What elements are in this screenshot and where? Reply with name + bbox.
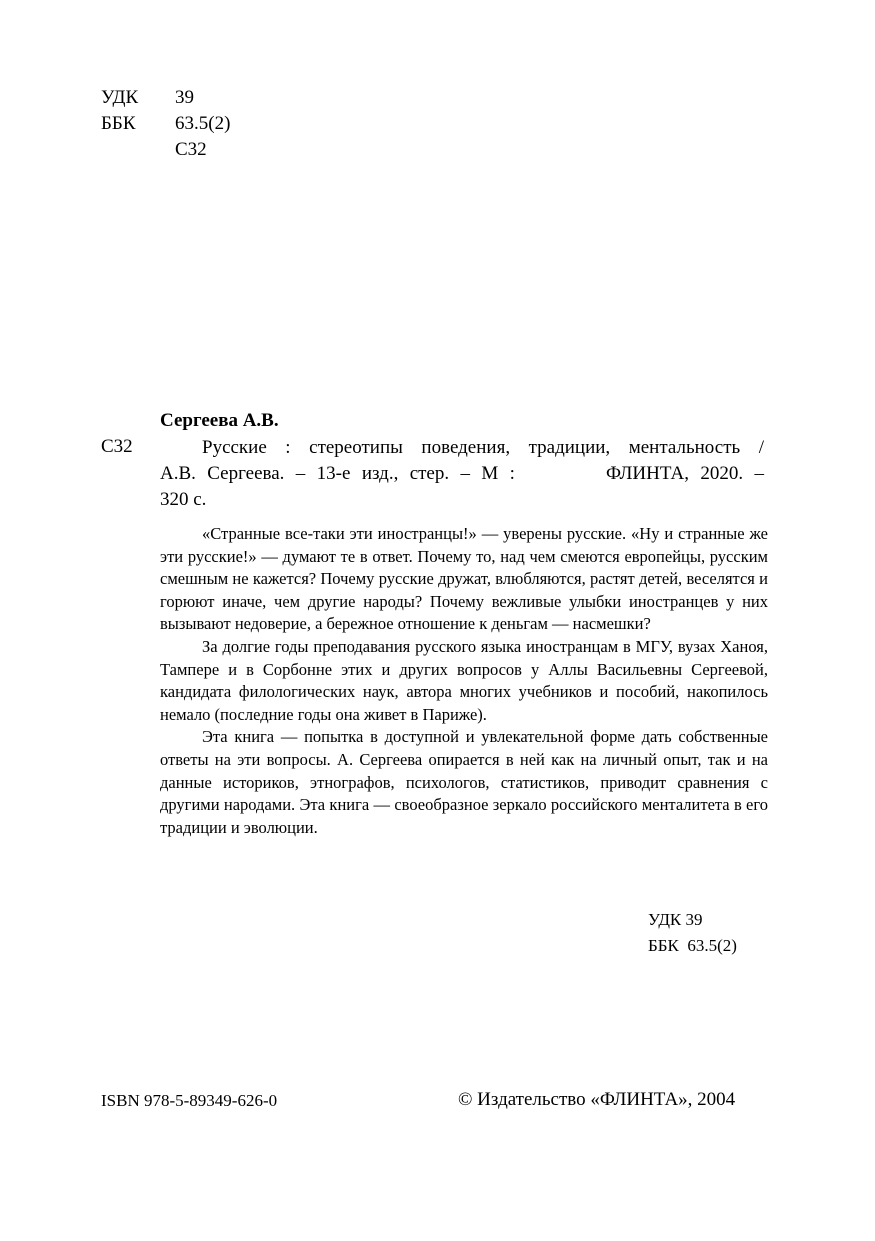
biblio-line: А.В. Сергеева. – 13-е изд., стер. – М : ФЛИНТА, 2020. – — [160, 463, 764, 484]
entry-author-mark: С32 — [101, 436, 133, 457]
header-author-mark: С32 — [175, 139, 207, 160]
isbn: ISBN 978-5-89349-626-0 — [101, 1091, 278, 1110]
bbk-value: 63.5(2) — [175, 113, 231, 134]
footer-bbk: ББК 63.5(2) — [648, 936, 737, 955]
annotation — [160, 523, 768, 839]
annotation-paragraph: Эта книга — попытка в доступной и увлекательной форме дать собственные ответы на эти вопросы. А. Сергеева опирается в ней как на личный опыт, так и на данные историков, этнографов, психологов, статистиков, приводит сравнения с другими народами. Эта книга — своеобразное зеркало российского менталитета в его традиции и эволюции. — [160, 727, 768, 837]
udk-label: УДК — [101, 87, 139, 108]
annotation-paragraph: «Странные все-таки эти иностранцы!» — уверены русские. «Ну и странные же эти русские!» — думают те в ответ. Почему то, над чем смеются европейцы, русским смешным не кажется? Почему русские дружат, влюбляются, растят детей, веселятся и горюют иначе, чем другие народы? Почему вежливые улыбки иностранцев у них вызывают недоверие, а бережное отношение к деньгам — насмешки? — [160, 524, 768, 634]
copyright: © Издательство «ФЛИНТА», 2004 — [458, 1089, 736, 1110]
udk-value: 39 — [175, 87, 194, 108]
biblio-line: Русские : стереотипы поведения, традиции, ментальность / — [202, 437, 764, 458]
footer-udk: УДК 39 — [648, 910, 703, 929]
footer-codes — [648, 907, 737, 959]
author-name: Сергеева А.В. — [160, 410, 279, 431]
bibliographic-description — [160, 435, 764, 513]
bbk-label: ББК — [101, 113, 136, 134]
biblio-line: 320 с. — [160, 489, 207, 510]
annotation-paragraph: За долгие годы преподавания русского языка иностранцам в МГУ, вузах Ханоя, Тампере и в Сорбонне этих и других вопросов у Аллы Васильевны Сергеевой, кандидата филологических наук, автора многих учебников и пособий, накопилось немало (последние годы она живет в Париже). — [160, 636, 768, 724]
